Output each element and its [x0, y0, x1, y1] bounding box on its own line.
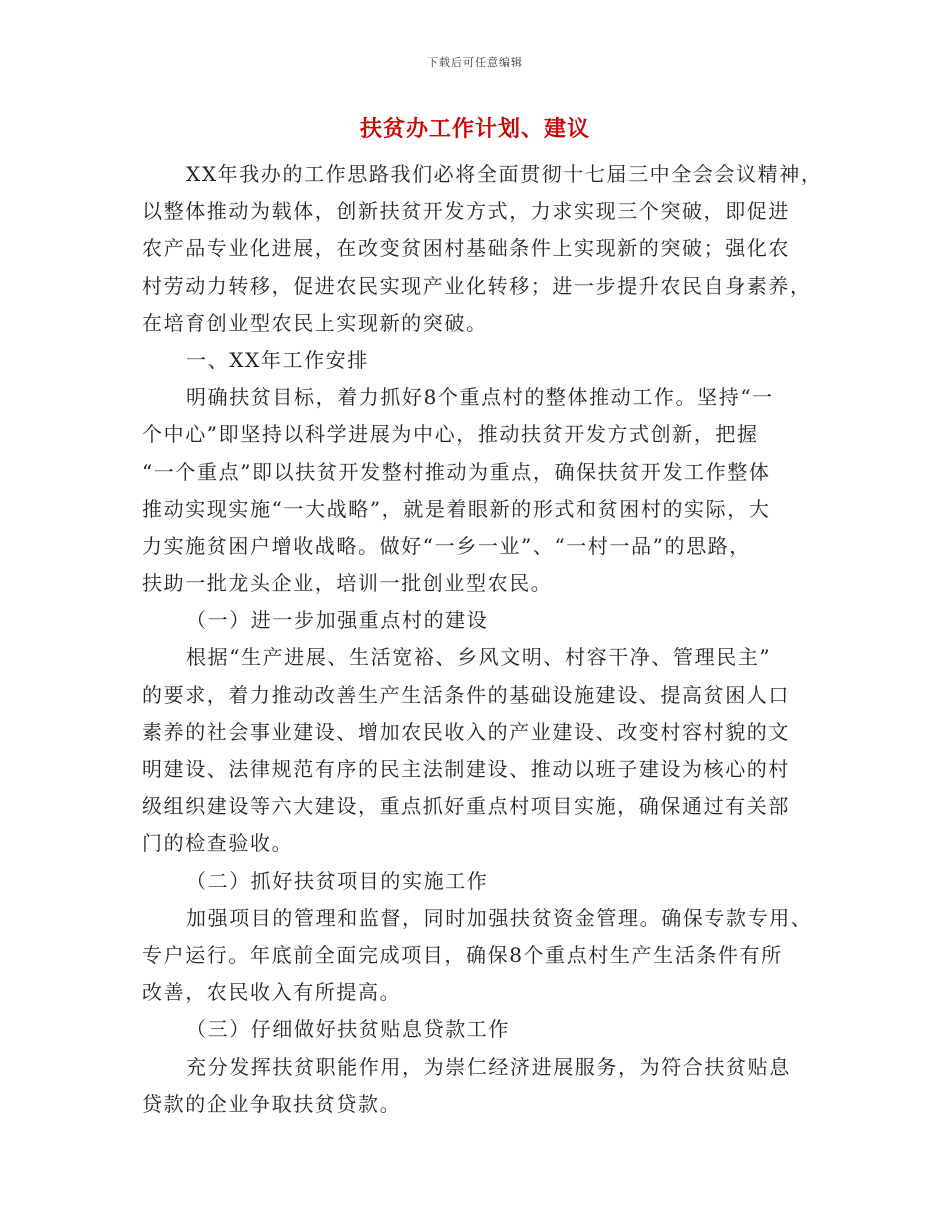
text-line: 贷款的企业争取扶贫贷款。: [142, 1091, 402, 1116]
text-line: 农产品专业化进展，在改变贫困村基础条件上实现新的突破；强化农: [142, 236, 790, 261]
text-line: 加强项目的管理和监督，同时加强扶贫资金管理。确保专款专用、: [186, 905, 813, 930]
text-line: 以整体推动为载体，创新扶贫开发方式，力求实现三个突破，即促进: [142, 199, 790, 224]
text-line: 推动实现实施“一大战略”，就是着眼新的形式和贫困村的实际，大: [142, 496, 771, 521]
document-title: 扶贫办工作计划、建议: [359, 116, 590, 142]
text-line: 级组织建设等六大建设，重点抓好重点村项目实施，确保通过有关部: [142, 794, 790, 819]
text-line: 充分发挥扶贫职能作用，为崇仁经济进展服务，为符合扶贫贴息: [186, 1054, 791, 1079]
text-line: 明确扶贫目标，着力抓好8个重点村的整体推动工作。坚持“一: [186, 385, 774, 410]
text-line: 专户运行。年底前全面完成项目，确保8个重点村生产生活条件有所: [142, 942, 783, 967]
text-line: （三）仔细做好扶贫贴息贷款工作: [186, 1017, 510, 1042]
text-line: XX年我办的工作思路我们必将全面贯彻十七届三中全会会议精神，: [186, 162, 823, 186]
text-line: 在培育创业型农民上实现新的突破。: [142, 310, 488, 335]
header-note: 下载后可任意编辑: [427, 56, 523, 69]
text-line: 改善，农民收入有所提高。: [142, 980, 402, 1005]
text-line: 个中心”即坚持以科学进展为中心，推动扶贫开发方式创新，把握: [142, 422, 759, 447]
text-line: （一）进一步加强重点村的建设: [186, 608, 489, 633]
text-line: 一、XX年工作安排: [186, 347, 369, 372]
text-line: 村劳动力转移，促进农民实现产业化转移；进一步提升农民自身素养，: [142, 273, 812, 298]
text-line: 根据“生产进展、生活宽裕、乡风文明、村容干净、管理民主”: [186, 645, 772, 670]
text-line: 素养的社会事业建设、增加农民收入的产业建设、改变村容村貌的文: [142, 719, 790, 744]
text-line: 的要求，着力推动改善生产生活条件的基础设施建设、提高贫困人口: [142, 682, 790, 707]
text-line: 扶助一批龙头企业，培训一批创业型农民。: [142, 571, 553, 596]
text-line: （二）抓好扶贫项目的实施工作: [186, 868, 489, 893]
text-line: 明建设、法律规范有序的民主法制建设、推动以班子建设为核心的村: [142, 757, 790, 781]
document-body: [142, 156, 823, 1123]
text-line: 力实施贫困户增收战略。做好“一乡一业”、“一村一品”的思路，: [142, 533, 751, 558]
text-line: “一个重点”即以扶贫开发整村推动为重点，确保扶贫开发工作整体: [142, 459, 771, 484]
text-line: 门的检查验收。: [142, 831, 294, 856]
